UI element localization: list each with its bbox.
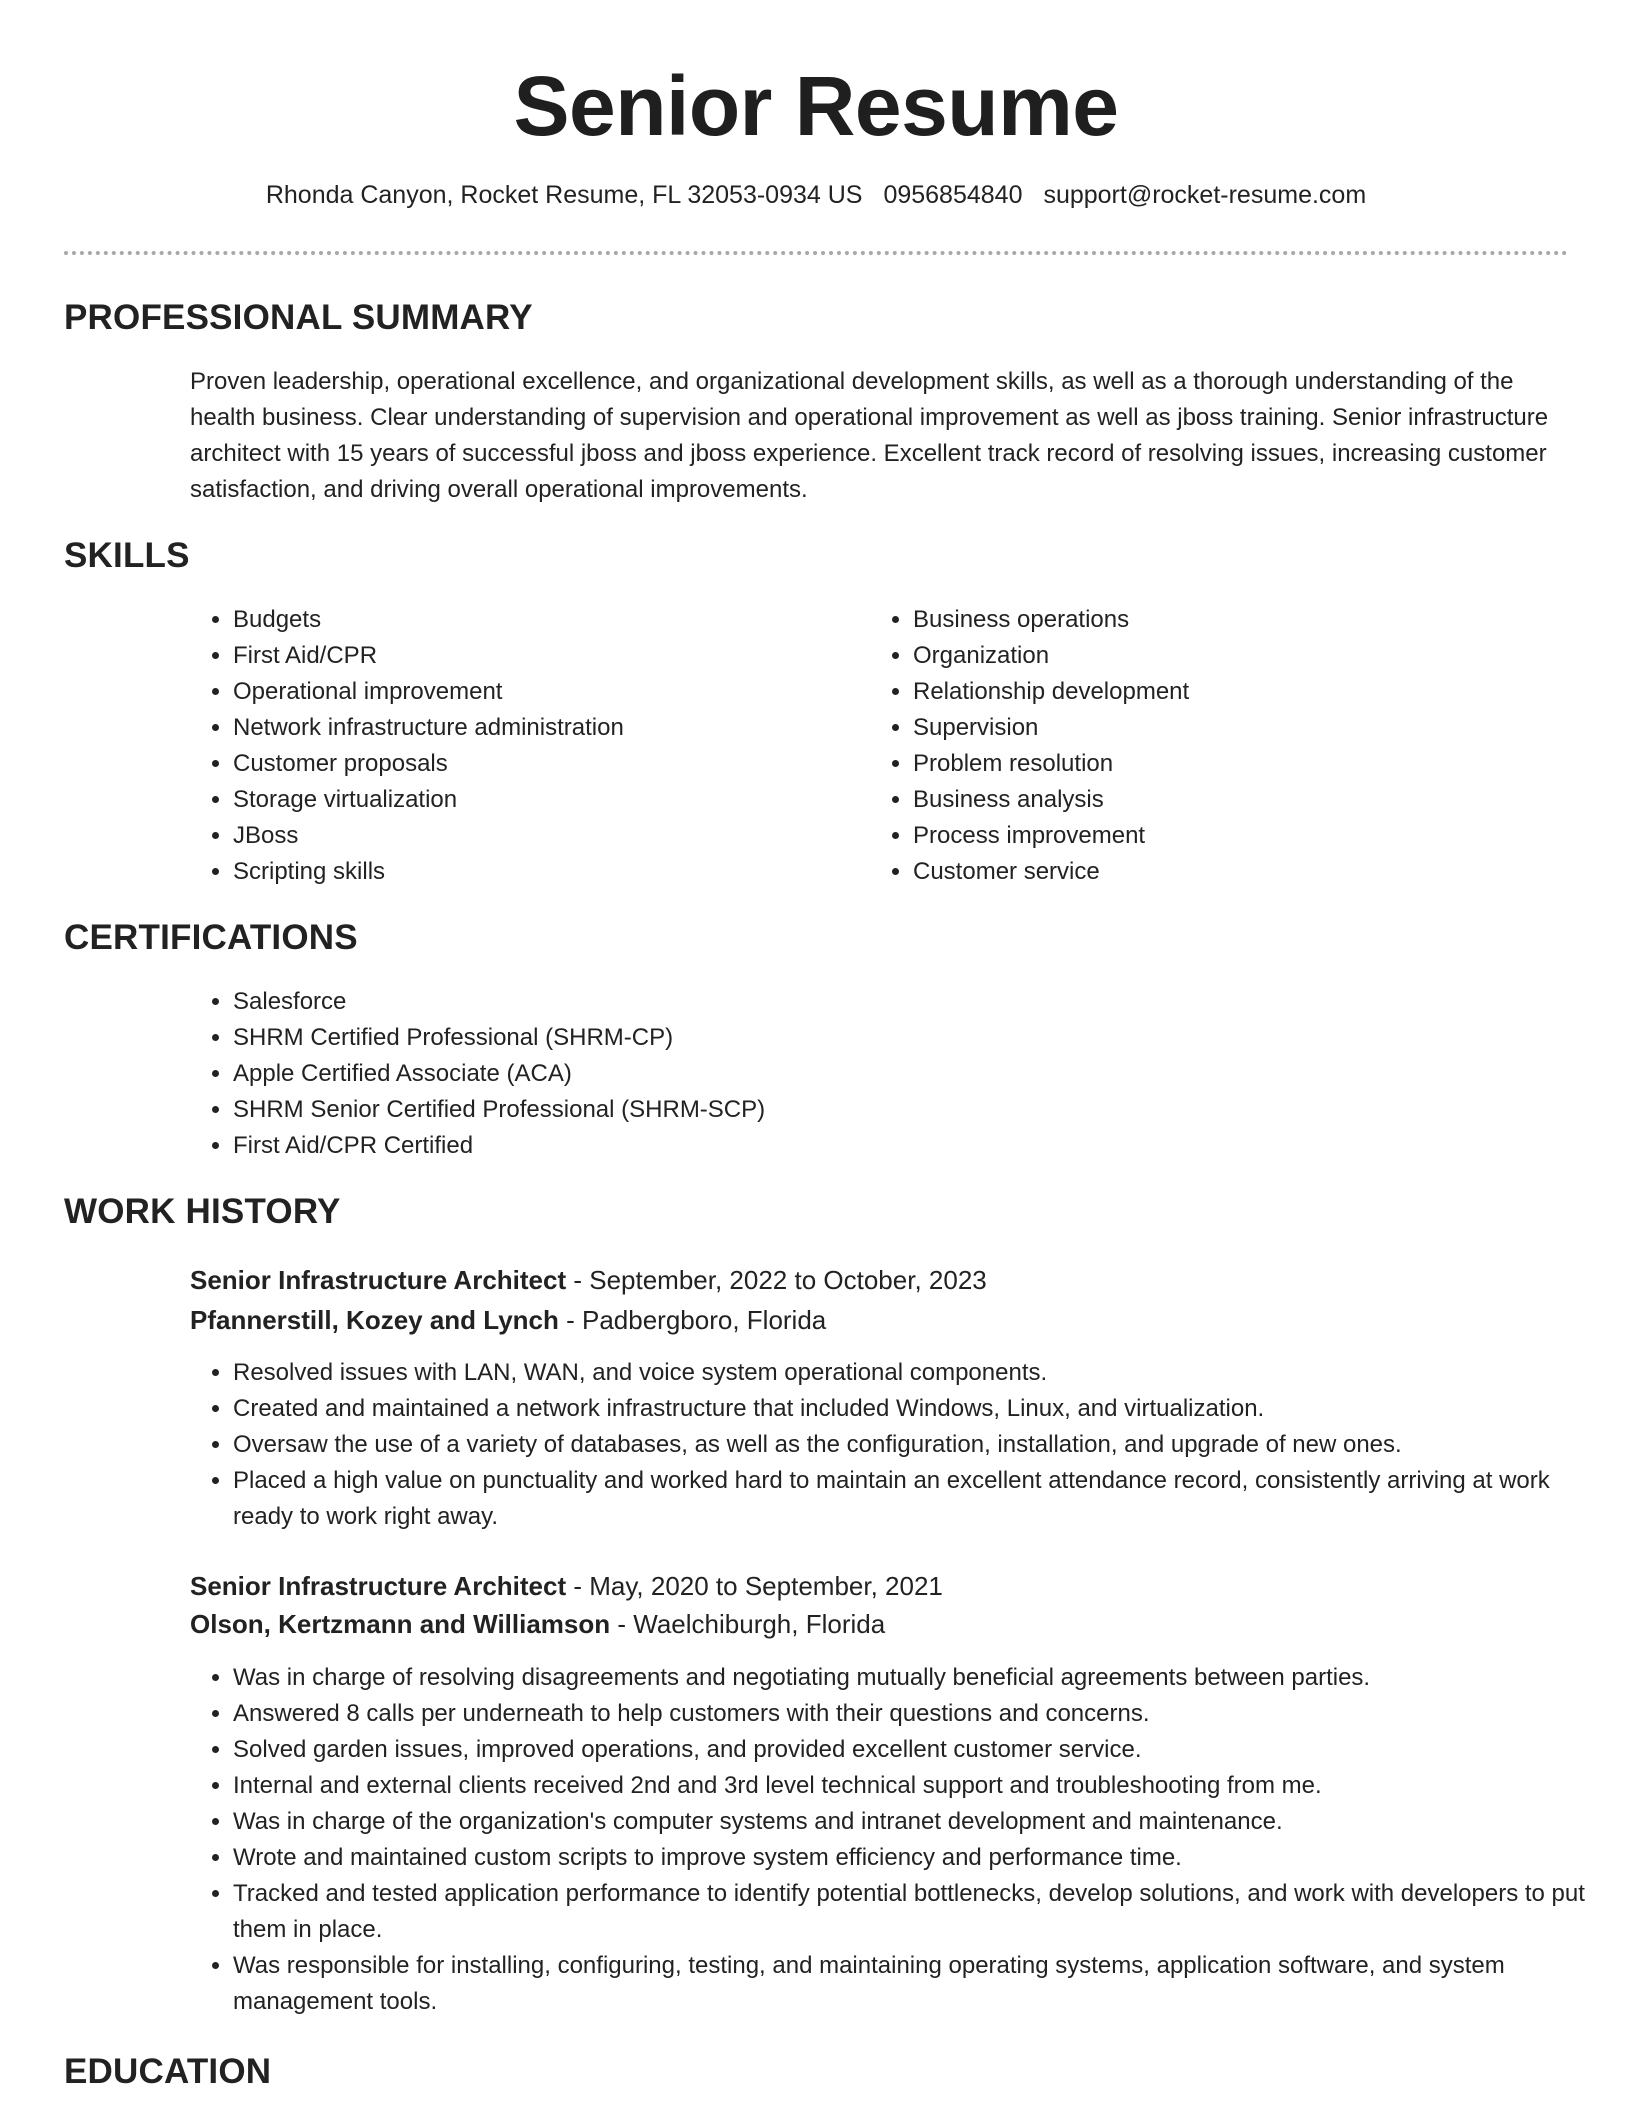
section-title-skills: SKILLS — [64, 536, 190, 575]
list-item: • Problem resolution — [913, 746, 1533, 782]
job-location: - Padbergboro, Florida — [558, 1305, 827, 1335]
list-item: • Process improvement — [913, 818, 1533, 854]
list-item: • Scripting skills — [233, 854, 853, 890]
job-bullets — [190, 1660, 1613, 2020]
section-title-education: EDUCATION — [64, 2052, 272, 2091]
job-company-line — [190, 1302, 826, 1338]
job-company-line — [190, 1606, 885, 1642]
list-item: • Apple Certified Associate (ACA) — [233, 1056, 1533, 1092]
list-item: • Supervision — [913, 710, 1533, 746]
skills-list-right — [870, 602, 1533, 890]
contact-address: Rhonda Canyon, Rocket Resume, FL 32053-0934 US — [265, 181, 863, 209]
job-company: Pfannerstill, Kozey and Lynch — [190, 1305, 559, 1335]
list-item: • Customer service — [913, 854, 1533, 890]
job-dates: - May, 2020 to September, 2021 — [566, 1571, 943, 1601]
list-item: • Solved garden issues, improved operations, and provided excellent customer service. — [233, 1732, 1613, 1768]
list-item: • Storage virtualization — [233, 782, 853, 818]
list-item: • Operational improvement — [233, 674, 853, 710]
contact-email[interactable]: support@rocket-resume.com — [1043, 181, 1367, 209]
section-title-summary: PROFESSIONAL SUMMARY — [64, 298, 533, 337]
list-item: • Was responsible for installing, configuring, testing, and maintaining operating systems, application software, and system management tools. — [233, 1948, 1613, 2020]
contact-phone: 0956854840 — [883, 181, 1023, 209]
section-title-certifications: CERTIFICATIONS — [64, 918, 358, 957]
list-item: • Network infrastructure administration — [233, 710, 853, 746]
job-location: - Waelchiburgh, Florida — [610, 1609, 886, 1639]
job-company: Olson, Kertzmann and Williamson — [190, 1609, 611, 1639]
job-title-line — [190, 1262, 987, 1298]
list-item: • Created and maintained a network infrastructure that included Windows, Linux, and virtualization. — [233, 1391, 1613, 1427]
summary-text: Proven leadership, operational excellence, and organizational development skills, as well as a thorough understanding of the health business. Clear understanding of supervision and operational improvement as well as jboss training. Senior infrastructure architect with 15 years of successful jboss and jboss experience. Excellent track record of resolving issues, increasing customer satisfaction, and driving overall operational improvements. — [190, 368, 1549, 503]
list-item: • Tracked and tested application performance to identify potential bottlenecks, develop solutions, and work with developers to put them in place. — [233, 1876, 1613, 1948]
job-title-line — [190, 1568, 943, 1604]
section-title-work: WORK HISTORY — [64, 1192, 341, 1231]
job-bullets — [190, 1355, 1613, 1535]
job-title: Senior Infrastructure Architect — [190, 1265, 567, 1295]
list-item: • Relationship development — [913, 674, 1533, 710]
list-item: • Was in charge of the organization's computer systems and intranet development and maintenance. — [233, 1804, 1613, 1840]
list-item: • Oversaw the use of a variety of databases, as well as the configuration, installation, and upgrade of new ones. — [233, 1427, 1613, 1463]
list-item: • Business operations — [913, 602, 1533, 638]
job-title: Senior Infrastructure Architect — [190, 1571, 567, 1601]
header-divider — [64, 251, 1568, 255]
list-item: • First Aid/CPR — [233, 638, 853, 674]
list-item: • JBoss — [233, 818, 853, 854]
list-item: • Budgets — [233, 602, 853, 638]
job-dates: - September, 2022 to October, 2023 — [566, 1265, 987, 1295]
list-item: • Resolved issues with LAN, WAN, and voice system operational components. — [233, 1355, 1613, 1391]
skills-list-left — [190, 602, 853, 890]
list-item: • Wrote and maintained custom scripts to improve system efficiency and performance time. — [233, 1840, 1613, 1876]
list-item: • Customer proposals — [233, 746, 853, 782]
list-item: • Internal and external clients received 2nd and 3rd level technical support and troubleshooting from me. — [233, 1768, 1613, 1804]
list-item: • First Aid/CPR Certified — [233, 1128, 1533, 1164]
contact-line — [0, 180, 1632, 210]
list-item: • Answered 8 calls per underneath to help customers with their questions and concerns. — [233, 1696, 1613, 1732]
list-item: • SHRM Certified Professional (SHRM-CP) — [233, 1020, 1533, 1056]
list-item: • Business analysis — [913, 782, 1533, 818]
list-item: • SHRM Senior Certified Professional (SHRM-SCP) — [233, 1092, 1533, 1128]
resume-name: Senior Resume — [513, 59, 1119, 153]
list-item: • Placed a high value on punctuality and worked hard to maintain an excellent attendance record, consistently arriving at work ready to work right away. — [233, 1463, 1613, 1535]
list-item: • Salesforce — [233, 984, 1533, 1020]
list-item: • Organization — [913, 638, 1533, 674]
certifications-list — [190, 984, 1533, 1164]
list-item: • Was in charge of resolving disagreements and negotiating mutually beneficial agreements between parties. — [233, 1660, 1613, 1696]
